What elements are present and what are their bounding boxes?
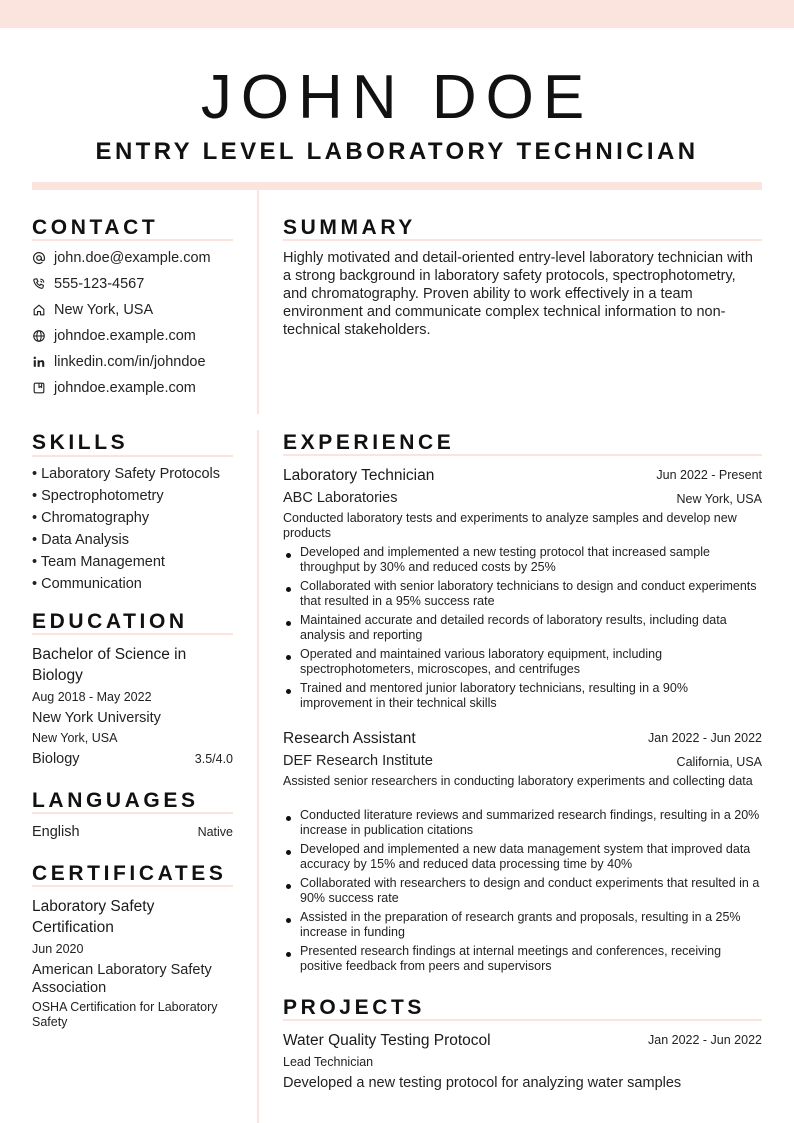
education-heading: EDUCATION <box>32 610 188 633</box>
education-gpa: 3.5/4.0 <box>194 752 233 766</box>
certificate-detail: OSHA Certification for Laboratory Safety <box>32 1000 218 1029</box>
job-location-2: California, USA <box>676 755 762 769</box>
contact-linkedin[interactable] <box>32 352 206 372</box>
certificate-date: Jun 2020 <box>32 942 84 956</box>
list-item: Assisted in the preparation of research grants and proposals, resulting in a 25% increase in funding <box>283 910 763 940</box>
job-location-1: New York, USA <box>676 492 762 506</box>
column-divider-bottom <box>257 430 259 1123</box>
job-title-1: Laboratory Technician <box>283 467 435 484</box>
job-dates-1: Jun 2022 - Present <box>656 468 762 482</box>
project-dates: Jan 2022 - Jun 2022 <box>648 1033 762 1047</box>
globe-icon <box>32 329 46 343</box>
skill-item: • Communication <box>32 576 142 592</box>
education-dates: Aug 2018 - May 2022 <box>32 690 152 704</box>
candidate-name: JOHN DOE <box>200 63 594 132</box>
skill-item: • Chromatography <box>32 510 150 526</box>
phone-icon <box>32 277 46 291</box>
education-school: New York University <box>32 710 161 726</box>
skill-item: • Data Analysis <box>32 532 129 548</box>
at-icon <box>32 251 46 265</box>
job-bullets-1 <box>283 545 763 715</box>
certificate-name: Laboratory Safety Certification <box>32 898 155 936</box>
education-location: New York, USA <box>32 731 118 745</box>
language-name: English <box>32 824 80 840</box>
job-title-2: Research Assistant <box>283 730 416 747</box>
linkedin-icon <box>32 355 46 369</box>
list-item: Developed and implemented a new data management system that improved data accuracy by 15% and reduced data processing time by 40% <box>283 842 763 872</box>
list-item: Developed and implemented a new testing protocol that increased sample throughput by 30% and reduced costs by 25% <box>283 545 763 575</box>
contact-linkedin-text: linkedin.com/in/johndoe <box>54 354 206 370</box>
bookmark-icon <box>32 381 46 395</box>
projects-heading-rule <box>283 1019 762 1021</box>
list-item: Trained and mentored junior laboratory technicians, resulting in a 90% improvement in their technical skills <box>283 681 763 711</box>
education-degree: Bachelor of Science in Biology <box>32 646 187 684</box>
skill-item: • Team Management <box>32 554 165 570</box>
languages-heading-rule <box>32 812 233 814</box>
language-level: Native <box>197 825 233 839</box>
contact-heading: CONTACT <box>32 216 159 239</box>
contact-heading-rule <box>32 239 233 241</box>
skill-item: • Spectrophotometry <box>32 488 164 504</box>
skills-heading-rule <box>32 455 233 457</box>
summary-heading-rule <box>283 239 762 241</box>
list-item: Maintained accurate and detailed records of laboratory results, including data analysis and reporting <box>283 613 763 643</box>
list-item: Presented research findings at internal meetings and conferences, receiving positive feedback from peers and supervisors <box>283 944 763 974</box>
job-bullets-2 <box>283 808 763 978</box>
contact-email-text: john.doe@example.com <box>54 250 211 266</box>
projects-heading: PROJECTS <box>283 996 425 1019</box>
column-divider-top <box>257 190 259 414</box>
contact-website-text: johndoe.example.com <box>54 328 196 344</box>
top-accent-band <box>0 0 794 28</box>
summary-heading: SUMMARY <box>283 216 416 239</box>
job-title: ENTRY LEVEL LABORATORY TECHNICIAN <box>95 138 699 165</box>
job-description-1: Conducted laboratory tests and experiments to analyze samples and develop new products <box>283 511 737 540</box>
experience-heading-rule <box>283 454 762 456</box>
summary-text: Highly motivated and detail-oriented entry-level laboratory technician with a strong background in laboratory safety protocols, spectrophotometry, and chromatography. Proven ability to work effectively in a team environment and communicate complex technical information to non-technical stakeholders. <box>283 250 753 338</box>
project-description: Developed a new testing protocol for analyzing water samples <box>283 1075 682 1091</box>
certificates-heading-rule <box>32 885 233 887</box>
contact-email[interactable] <box>32 248 211 268</box>
job-company-1: ABC Laboratories <box>283 490 398 506</box>
contact-phone[interactable] <box>32 274 144 294</box>
job-description-2: Assisted senior researchers in conducting laboratory experiments and collecting data <box>283 774 753 788</box>
contact-portfolio[interactable] <box>32 378 196 398</box>
skill-item: • Laboratory Safety Protocols <box>32 466 221 482</box>
education-heading-rule <box>32 633 233 635</box>
languages-heading: LANGUAGES <box>32 789 199 812</box>
job-company-2: DEF Research Institute <box>283 753 433 769</box>
list-item: Collaborated with researchers to design and conduct experiments that resulted in a 90% success rate <box>283 876 763 906</box>
contact-website[interactable] <box>32 326 196 346</box>
contact-portfolio-text: johndoe.example.com <box>54 380 196 396</box>
project-role: Lead Technician <box>283 1055 374 1069</box>
project-title: Water Quality Testing Protocol <box>283 1032 491 1049</box>
contact-location-text: New York, USA <box>54 302 154 318</box>
education-field: Biology <box>32 751 80 767</box>
certificates-heading: CERTIFICATES <box>32 862 227 885</box>
list-item: Collaborated with senior laboratory technicians to design and conduct experiments that resulted in a 95% success rate <box>283 579 763 609</box>
list-item: Operated and maintained various laboratory equipment, including spectrophotometers, microscopes, and centrifuges <box>283 647 763 677</box>
list-item: Conducted literature reviews and summarized research findings, resulting in a 20% increase in publication citations <box>283 808 763 838</box>
header-divider <box>32 182 762 190</box>
job-dates-2: Jan 2022 - Jun 2022 <box>648 731 762 745</box>
certificate-name: American Laboratory Safety Association <box>32 962 212 996</box>
skills-heading: SKILLS <box>32 431 129 454</box>
experience-heading: EXPERIENCE <box>283 431 455 454</box>
contact-location <box>32 300 153 320</box>
home-icon <box>32 303 46 317</box>
contact-phone-text: 555-123-4567 <box>54 276 145 292</box>
